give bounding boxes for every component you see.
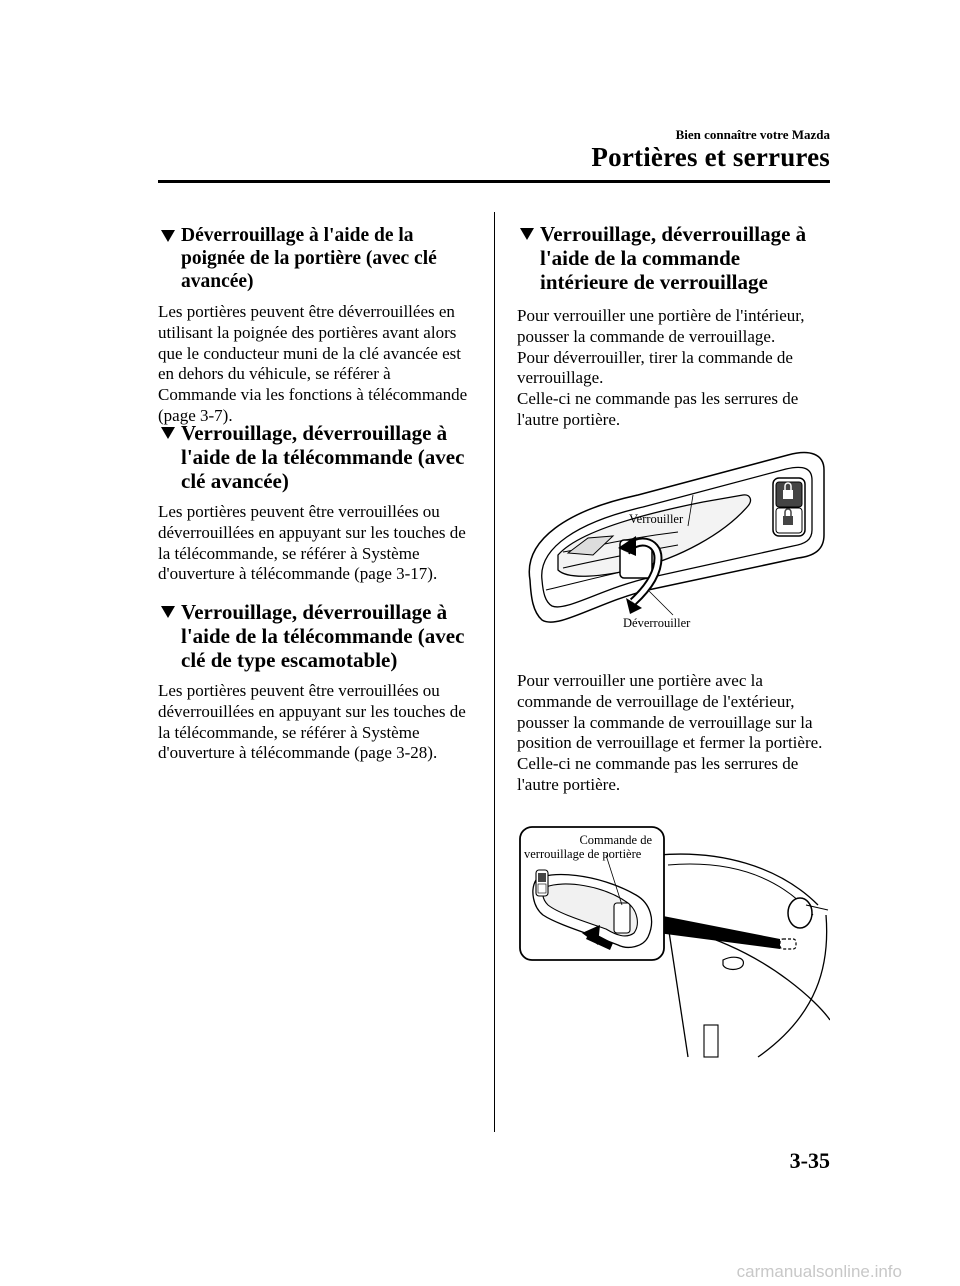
section-heading: Verrouillage, déverrouillage à l'aide de la commande intérieure de verrouillage	[517, 222, 832, 294]
section-exterior-lock-text	[517, 671, 832, 796]
column-divider	[494, 212, 495, 1132]
section-remote-advanced-key	[158, 421, 473, 585]
header-rule	[158, 180, 830, 183]
door-lock-switch-figure	[518, 825, 830, 1060]
section-body-line: Pour verrouiller une portière avec la commande de verrouillage de l'extérieur, pousser la commande de verrouillage sur la position de verrouillage et fermer la portière.	[517, 671, 823, 753]
section-interior-lock-switch	[517, 222, 832, 431]
label-door-lock-switch: Commande de	[579, 833, 652, 847]
page-number: 3-35	[789, 1148, 830, 1173]
triangle-bullet-icon	[161, 230, 175, 242]
triangle-bullet-icon	[161, 427, 175, 439]
section-body-line: Pour verrouiller une portière de l'intérieur, pousser la commande de verrouillage.	[517, 306, 805, 346]
section-handle-unlock	[158, 224, 473, 427]
interior-lock-figure	[518, 440, 830, 640]
watermark: carmanualsonline.info	[736, 1262, 902, 1281]
section-body-line: Celle-ci ne commande pas les serrures de l'autre portière.	[517, 754, 799, 794]
section-body-line: Pour déverrouiller, tirer la commande de verrouillage.	[517, 347, 793, 388]
section-body: Les portières peuvent être verrouillées ou déverrouillées en appuyant sur les touches de la télécommande, se référer à Système d'ouverture à télécommande (page 3-17).	[158, 502, 466, 584]
chapter-subtitle: Bien connaître votre Mazda	[675, 127, 830, 142]
section-body-line: Celle-ci ne commande pas les serrures de l'autre portière.	[517, 389, 799, 429]
section-heading: Verrouillage, déverrouillage à l'aide de la télécommande (avec clé de type escamotable)	[158, 600, 473, 672]
section-body: Les portières peuvent être verrouillées ou déverrouillées en appuyant sur les touches de la télécommande, se référer à Système d'ouverture à télécommande (page 3-28).	[158, 681, 466, 763]
section-body: Les portières peuvent être déverrouillées en utilisant la poignée des portières avant alors que le conducteur muni de la clé avancée est en dehors du véhicule, se référer à Commande via les fonctions à télécommande (page 3-7).	[158, 302, 468, 425]
triangle-bullet-icon	[520, 228, 534, 240]
interior-door-handle-illustration	[518, 440, 830, 640]
section-heading: Verrouillage, déverrouillage à l'aide de la télécommande (avec clé avancée)	[158, 421, 473, 493]
label-unlock: Déverrouiller	[623, 616, 691, 630]
section-remote-retractable-key	[158, 600, 473, 764]
section-heading: Déverrouillage à l'aide de la poignée de la portière (avec clé avancée)	[158, 224, 473, 293]
label-lock: Verrouiller	[629, 512, 684, 526]
section-title: Portières et serrures	[591, 142, 830, 172]
label-door-lock-switch-line2: verrouillage de portière	[524, 847, 642, 861]
triangle-bullet-icon	[161, 606, 175, 618]
